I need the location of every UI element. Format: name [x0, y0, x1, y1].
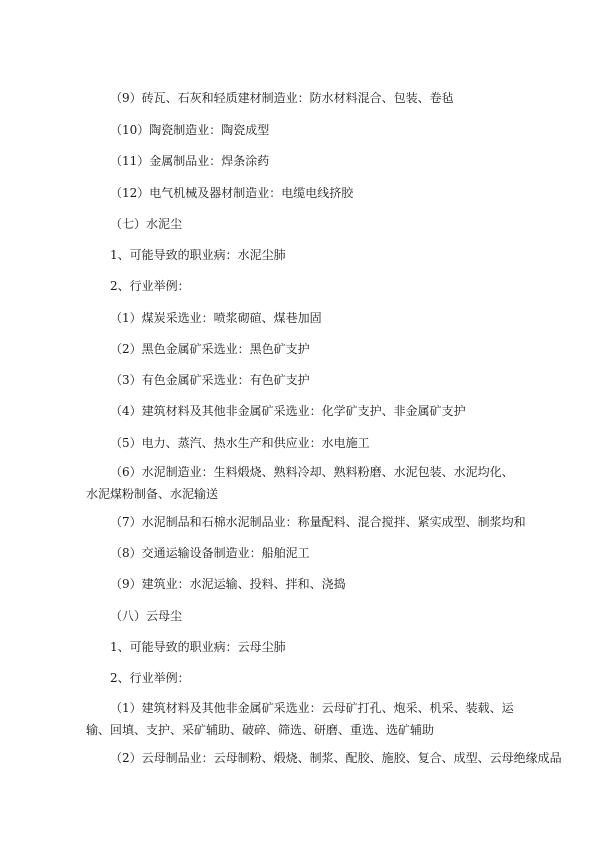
- paragraph-line: 1、可能导致的职业病：云母尘肺: [110, 640, 286, 654]
- paragraph-line: （10）陶瓷制造业：陶瓷成型: [110, 123, 270, 137]
- paragraph-line: （11）金属制品业：焊条涂药: [110, 154, 270, 168]
- section-heading: （七）水泥尘: [110, 217, 183, 231]
- paragraph-wrapped: （1）建筑材料及其他非金属矿采选业：云母矿打孔、炮采、机采、装载、运输、回填、支护、采矿辅助、破碎、筛选、研磨、重选、选矿辅助: [86, 701, 514, 737]
- paragraph-line: （12）电气机械及器材制造业：电缆电线挤胶: [110, 186, 354, 200]
- paragraph-line: （4）建筑材料及其他非金属矿采选业：化学矿支护、非金属矿支护: [110, 404, 466, 418]
- paragraph-line: （9）砖瓦、石灰和轻质建材制造业：防水材料混合、包装、卷毡: [110, 91, 454, 105]
- paragraph-line: 2、行业举例：: [110, 279, 190, 293]
- paragraph-line: 2、行业举例：: [110, 671, 190, 685]
- paragraph-line: （1）煤炭采选业：喷浆砌碹、煤巷加固: [110, 311, 322, 325]
- paragraph-line: （7）水泥制品和石棉水泥制品业：称量配料、混合搅拌、紧实成型、制浆均和: [110, 515, 526, 529]
- paragraph-line: 1、可能导致的职业病：水泥尘肺: [110, 248, 286, 262]
- paragraph-wrapped: （6）水泥制造业：生料煅烧、熟料冷却、熟料粉磨、水泥包装、水泥均化、水泥煤粉制备、水泥输送: [86, 465, 514, 501]
- paragraph-line: （8）交通运输设备制造业：船舶泥工: [110, 546, 310, 560]
- paragraph-line: （9）建筑业：水泥运输、投料、拌和、浇捣: [110, 577, 346, 591]
- paragraph-line: （2）云母制品业：云母制粉、煅烧、制浆、配胶、施胶、复合、成型、云母绝缘成品: [110, 751, 562, 765]
- section-heading: （八）云母尘: [110, 609, 183, 623]
- paragraph-line: （2）黑色金属矿采选业：黑色矿支护: [110, 342, 310, 356]
- paragraph-line: （5）电力、蒸汽、热水生产和供应业：水电施工: [110, 436, 370, 450]
- paragraph-line: （3）有色金属矿采选业：有色矿支护: [110, 373, 310, 387]
